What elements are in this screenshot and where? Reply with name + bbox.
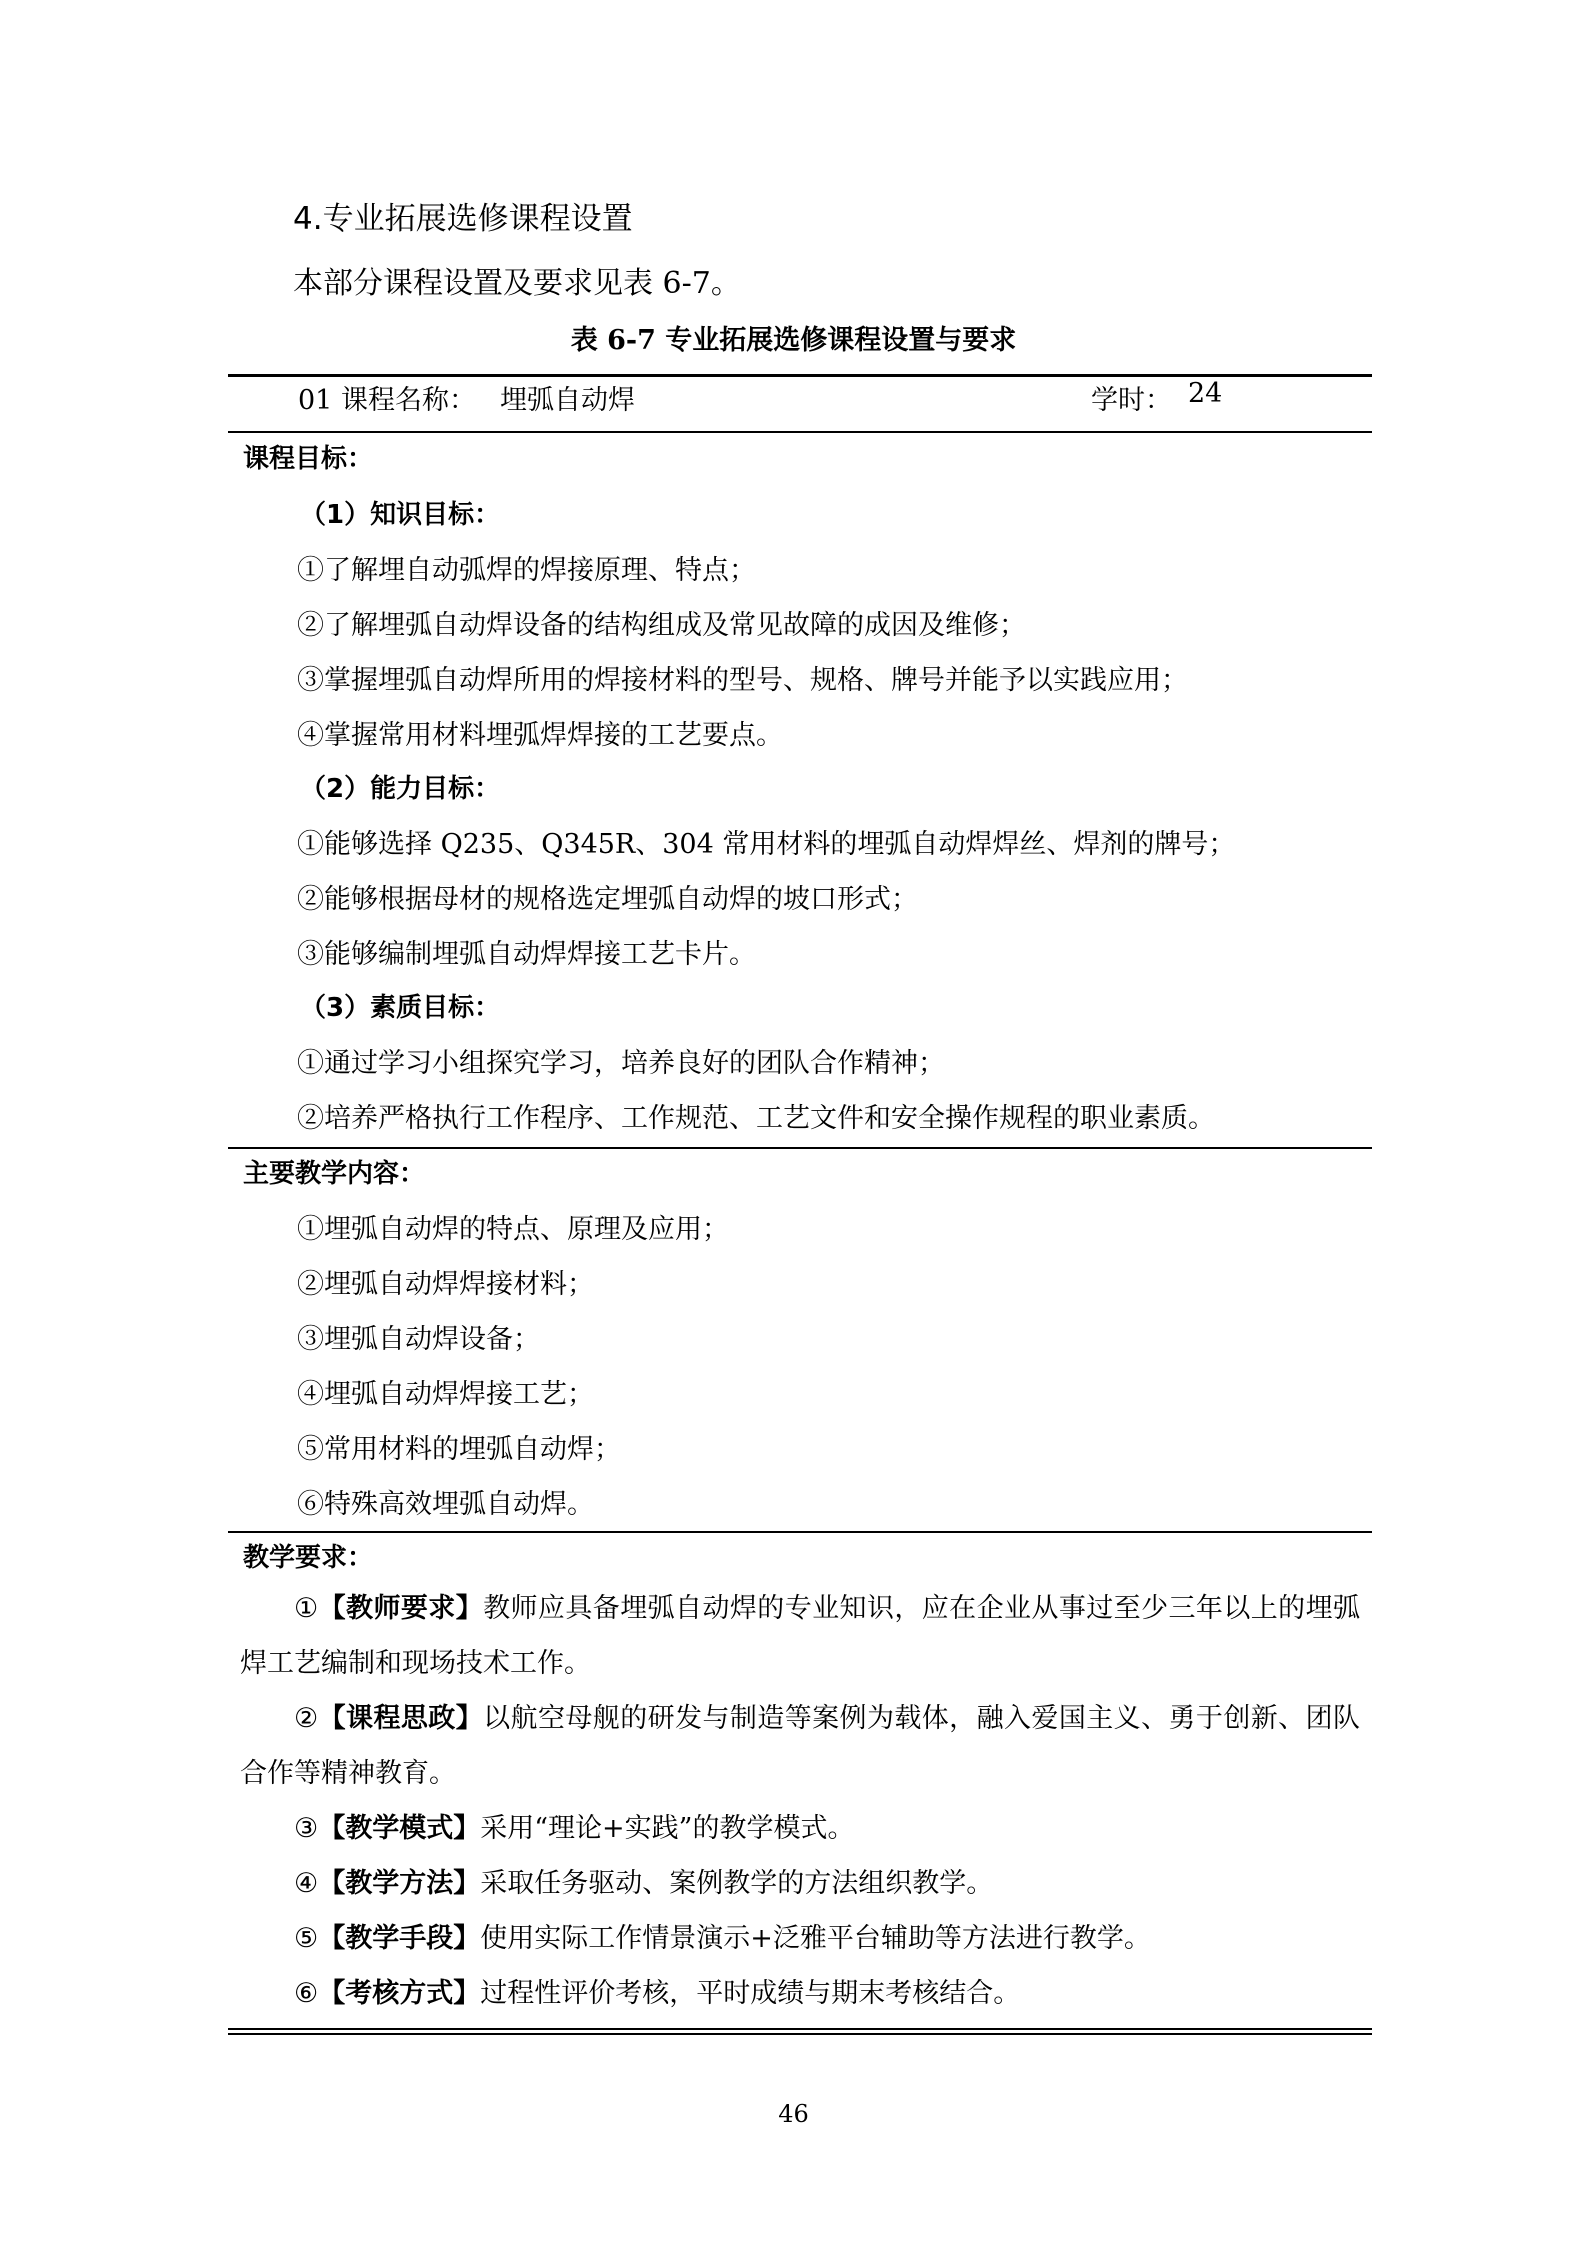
- requirement-tag: 【教学方法】: [318, 1868, 481, 1899]
- requirement-tag: 【考核方式】: [318, 1978, 481, 2009]
- requirement-number: ⑥: [294, 1978, 319, 2009]
- ability-label: （2）能力目标：: [300, 774, 501, 804]
- list-item: ④埋弧自动焊焊接工艺；: [297, 1379, 594, 1410]
- list-item: ②能够根据母材的规格选定埋弧自动焊的坡口形式；: [297, 884, 918, 915]
- requirement-number: ③: [294, 1813, 319, 1844]
- page-number: 46: [778, 2100, 809, 2128]
- objectives-label: 课程目标：: [243, 444, 374, 474]
- requirement-paragraph: [240, 1911, 1360, 1966]
- content-bottom-rule: [228, 1531, 1372, 1533]
- table-bottom-rule-2: [228, 2033, 1372, 2035]
- section-heading: 4.专业拓展选修课程设置: [293, 201, 633, 237]
- list-item: ②埋弧自动焊焊接材料；: [297, 1269, 594, 1300]
- requirement-paragraph: [240, 1966, 1360, 2021]
- list-item: ①埋弧自动焊的特点、原理及应用；: [297, 1214, 729, 1245]
- table-caption: 表 6-7 专业拓展选修课程设置与要求: [570, 325, 1017, 356]
- list-item: ⑤常用材料的埋弧自动焊；: [297, 1434, 621, 1465]
- requirement-number: ④: [294, 1868, 319, 1899]
- requirement-text: 以航空母舰的研发与制造等案例为载体，融入爱国主义、勇于创新、团队合作等精神教育。: [240, 1703, 1360, 1789]
- requirement-paragraph: [240, 1801, 1360, 1856]
- requirements-label: 教学要求：: [243, 1543, 374, 1573]
- requirement-text: 使用实际工作情景演示+泛雅平台辅助等方法进行教学。: [480, 1923, 1151, 1954]
- list-item: ⑥特殊高效埋弧自动焊。: [297, 1489, 594, 1520]
- requirement-number: ⑤: [294, 1923, 319, 1954]
- requirement-text: 采取任务驱动、案例教学的方法组织教学。: [480, 1868, 994, 1899]
- list-item: ②培养严格执行工作程序、工作规范、工艺文件和安全操作规程的职业素质。: [297, 1103, 1215, 1134]
- list-item: ①能够选择 Q235、Q345R、304 常用材料的埋弧自动焊焊丝、焊剂的牌号；: [297, 829, 1236, 860]
- list-item: ③掌握埋弧自动焊所用的焊接材料的型号、规格、牌号并能予以实践应用；: [297, 665, 1188, 696]
- intro-text: 本部分课程设置及要求见表 6-7。: [293, 266, 741, 301]
- requirement-number: ②: [294, 1703, 319, 1734]
- requirement-number: ①: [294, 1593, 319, 1624]
- hours-label: 学时：: [1091, 385, 1172, 416]
- list-item: ③埋弧自动焊设备；: [297, 1324, 540, 1355]
- course-number-label: 01 课程名称：: [298, 385, 476, 416]
- list-item: ④掌握常用材料埋弧焊焊接的工艺要点。: [297, 720, 783, 751]
- quality-label: （3）素质目标：: [300, 993, 501, 1023]
- content-label: 主要教学内容：: [243, 1159, 426, 1189]
- requirement-paragraph: [240, 1581, 1360, 1691]
- requirement-tag: 【教师要求】: [318, 1593, 484, 1624]
- requirement-tag: 【教学手段】: [318, 1923, 481, 1954]
- requirement-paragraph: [240, 1691, 1360, 1801]
- hours-value: 24: [1188, 378, 1223, 409]
- table-top-rule: [228, 374, 1372, 377]
- requirement-text: 教师应具备埋弧自动焊的专业知识，应在企业从事过至少三年以上的埋弧焊工艺编制和现场技术工作。: [240, 1593, 1360, 1679]
- requirement-tag: 【教学模式】: [318, 1813, 481, 1844]
- requirement-paragraph: [240, 1856, 1360, 1911]
- requirement-tag: 【课程思政】: [318, 1703, 484, 1734]
- knowledge-label: （1）知识目标：: [300, 500, 501, 530]
- course-name: 埋弧自动焊: [500, 385, 635, 416]
- list-item: ①了解埋自动弧焊的焊接原理、特点；: [297, 555, 756, 586]
- table-header-rule: [228, 431, 1372, 433]
- list-item: ②了解埋弧自动焊设备的结构组成及常见故障的成因及维修；: [297, 610, 1026, 641]
- list-item: ③能够编制埋弧自动焊焊接工艺卡片。: [297, 939, 756, 970]
- table-bottom-rule-1: [228, 2028, 1372, 2030]
- list-item: ①通过学习小组探究学习，培养良好的团队合作精神；: [297, 1048, 945, 1079]
- objectives-bottom-rule: [228, 1147, 1372, 1149]
- requirement-text: 过程性评价考核，平时成绩与期末考核结合。: [480, 1978, 1021, 2009]
- requirement-text: 采用“理论+实践”的教学模式。: [480, 1813, 855, 1844]
